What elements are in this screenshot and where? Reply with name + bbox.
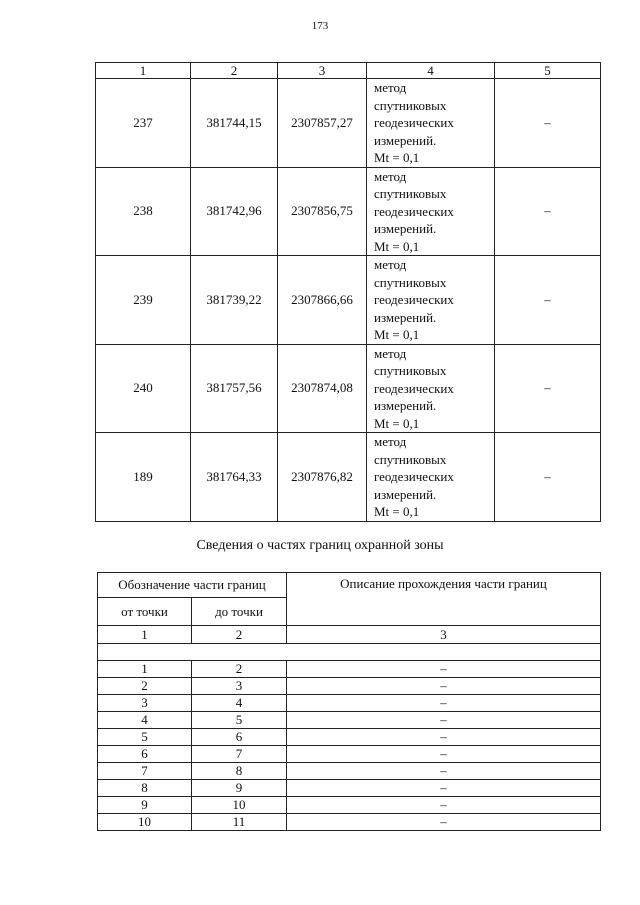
boundary-part-row [98,678,601,695]
method-text-line: метод [374,257,407,272]
boundary-part-row [98,763,601,780]
to-point-cell: 2 [192,661,287,678]
to-point-cell: 11 [192,814,287,831]
section-title: Сведения о частях границ охранной зоны [196,538,444,553]
method-text-line: измерений. [374,132,437,148]
empty-cell [98,644,601,661]
method-text-line: спутниковых [374,363,447,378]
x-coordinate-cell: 381757,56 [191,344,278,433]
from-point-cell: 4 [98,712,192,729]
method-text-line: геодезических [374,115,454,130]
description-cell: – [287,678,601,695]
to-point-cell: 7 [192,746,287,763]
boundary-part-row [98,661,601,678]
method-text-line: Mt = 0,1 [374,238,420,254]
coordinates-header-row [96,63,601,79]
method-text-line: спутниковых [374,186,447,201]
from-point-cell: 9 [98,797,192,814]
x-coordinate-cell: 381744,15 [191,79,278,168]
method-text-line: спутниковых [374,451,447,467]
boundary-parts-table [97,572,601,831]
column-number: 1 [98,626,192,644]
y-coordinate-cell: 2307866,66 [278,256,367,345]
description-cell: – [287,712,601,729]
method-text-line: метод [374,168,407,184]
method-cell [367,256,495,345]
x-coordinate-cell: 381739,22 [191,256,278,345]
from-point-cell: 2 [98,678,192,695]
to-point-cell: 4 [192,695,287,712]
page-number: 173 [311,20,329,32]
method-text-line: метод [374,345,407,361]
to-point-cell: 10 [192,797,287,814]
method-text-line: геодезических [374,292,454,307]
x-coordinate-cell: 381764,33 [191,433,278,522]
description-cell: – [287,695,601,712]
method-cell [367,433,495,522]
method-cell [367,344,495,433]
description-cell: – [287,780,601,797]
point-number-cell: 189 [96,433,191,522]
description-header: Описание прохождения части границ [287,573,601,626]
method-text-line: метод [374,80,407,95]
method-text-line: геодезических [374,380,454,396]
parts-column-numbers-row [98,626,601,644]
description-cell: – [287,797,601,814]
note-cell: – [495,167,601,256]
y-coordinate-cell: 2307874,08 [278,344,367,433]
boundary-part-row [98,695,601,712]
column-number: 2 [191,63,278,79]
column-number: 4 [367,63,495,79]
y-coordinate-cell: 2307876,82 [278,433,367,522]
column-number: 3 [287,626,601,644]
boundary-part-row [98,729,601,746]
method-cell [367,79,495,168]
designation-header: Обозначение части границ [98,573,287,598]
from-point-cell: 5 [98,729,192,746]
method-text-line: геодезических [374,203,454,219]
method-text-line: измерений. [374,398,437,413]
to-point-header: до точки [192,598,287,626]
boundary-part-row [98,780,601,797]
column-number: 2 [192,626,287,644]
column-number: 5 [495,63,601,79]
from-point-cell: 10 [98,814,192,831]
method-text-line: Mt = 0,1 [374,150,420,165]
from-point-cell: 6 [98,746,192,763]
method-text-line: спутниковых [374,97,447,113]
description-cell: – [287,746,601,763]
method-text-line: измерений. [374,486,437,502]
method-text-line: Mt = 0,1 [374,327,420,342]
description-cell: – [287,814,601,831]
to-point-cell: 5 [192,712,287,729]
to-point-cell: 8 [192,763,287,780]
point-number-cell: 238 [96,167,191,256]
column-number: 3 [278,63,367,79]
note-cell: – [495,344,601,433]
from-point-cell: 8 [98,780,192,797]
note-cell: – [495,79,601,168]
point-number-cell: 237 [96,79,191,168]
method-text-line: измерений. [374,309,437,325]
from-point-header: от точки [98,598,192,626]
boundary-part-row [98,814,601,831]
parts-empty-row [98,644,601,661]
description-cell: – [287,763,601,780]
method-text-line: измерений. [374,221,437,236]
description-cell: – [287,729,601,746]
point-number-cell: 240 [96,344,191,433]
coordinate-row [96,167,601,256]
to-point-cell: 9 [192,780,287,797]
method-text-line: Mt = 0,1 [374,504,420,519]
note-cell: – [495,256,601,345]
coordinate-row [96,344,601,433]
from-point-cell: 3 [98,695,192,712]
parts-header-row [98,573,601,598]
from-point-cell: 1 [98,661,192,678]
method-cell [367,167,495,256]
coordinate-row [96,433,601,522]
boundary-part-row [98,797,601,814]
method-text-line: Mt = 0,1 [374,415,420,431]
coordinates-table [95,62,601,522]
method-text-line: геодезических [374,469,454,484]
point-number-cell: 239 [96,256,191,345]
column-number: 1 [96,63,191,79]
boundary-part-row [98,712,601,729]
x-coordinate-cell: 381742,96 [191,167,278,256]
y-coordinate-cell: 2307856,75 [278,167,367,256]
description-cell: – [287,661,601,678]
boundary-part-row [98,746,601,763]
method-text-line: метод [374,434,407,449]
coordinate-row [96,79,601,168]
to-point-cell: 3 [192,678,287,695]
method-text-line: спутниковых [374,274,447,290]
y-coordinate-cell: 2307857,27 [278,79,367,168]
to-point-cell: 6 [192,729,287,746]
note-cell: – [495,433,601,522]
from-point-cell: 7 [98,763,192,780]
coordinate-row [96,256,601,345]
